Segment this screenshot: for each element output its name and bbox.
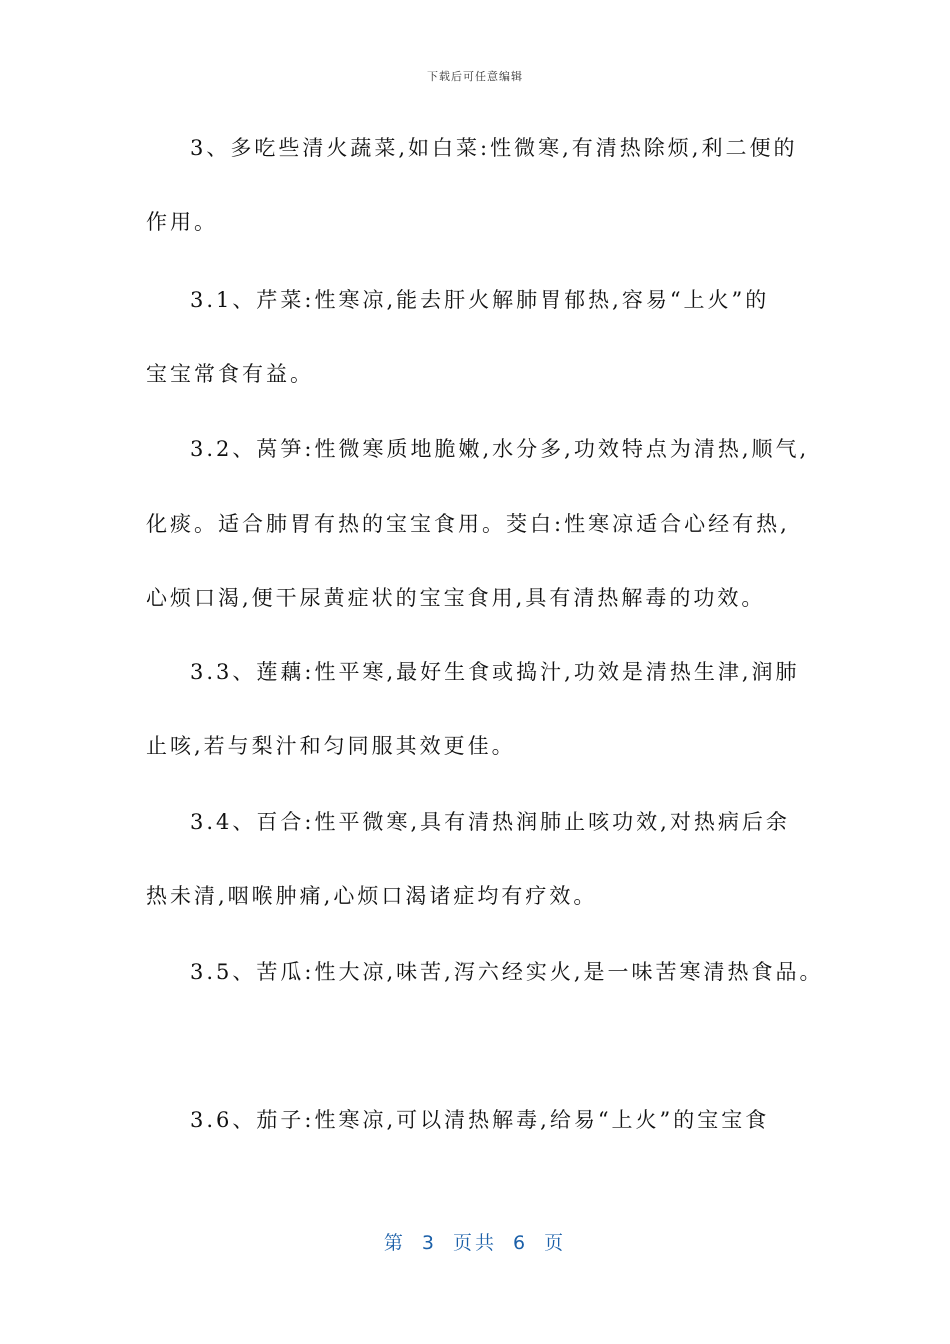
page-current: 3 bbox=[421, 1232, 437, 1254]
paragraph-line: 化痰。适合肺胃有热的宝宝食用。茭白:性寒凉适合心经有热, bbox=[146, 512, 790, 536]
paragraph-line: 宝宝常食有益。 bbox=[146, 362, 314, 386]
paragraph-line: 3.4、百合:性平微寒,具有清热润肺止咳功效,对热病后余 bbox=[190, 810, 790, 834]
page-number-footer bbox=[0, 1228, 950, 1255]
paragraph-line: 3、多吃些清火蔬菜,如白菜:性微寒,有清热除烦,利二便的 bbox=[190, 136, 798, 160]
paragraph-line: 3.2、莴笋:性微寒质地脆嫩,水分多,功效特点为清热,顺气, bbox=[190, 437, 810, 461]
paragraph-line: 作用。 bbox=[146, 210, 218, 234]
paragraph-line: 3.6、茄子:性寒凉,可以清热解毒,给易“上火”的宝宝食 bbox=[190, 1108, 770, 1132]
paragraph-line: 心烦口渴,便干尿黄症状的宝宝食用,具有清热解毒的功效。 bbox=[146, 586, 766, 610]
paragraph-line: 3.5、苦瓜:性大凉,味苦,泻六经实火,是一味苦寒清热食品。 bbox=[190, 960, 824, 984]
page-total: 6 bbox=[513, 1232, 529, 1254]
paragraph-line: 3.3、莲藕:性平寒,最好生食或捣汁,功效是清热生津,润肺 bbox=[190, 660, 800, 684]
page-label-mid: 页共 bbox=[452, 1232, 497, 1254]
paragraph-line: 热未清,咽喉肿痛,心烦口渴诸症均有疗效。 bbox=[146, 884, 598, 908]
header-note: 下载后可任意编辑 bbox=[427, 70, 523, 83]
page-label-prefix: 第 bbox=[383, 1232, 406, 1254]
paragraph-line: 3.1、芹菜:性寒凉,能去肝火解肺胃郁热,容易“上火”的 bbox=[190, 288, 770, 312]
page-label-suffix: 页 bbox=[544, 1232, 567, 1254]
paragraph-line: 止咳,若与梨汁和匀同服其效更佳。 bbox=[146, 734, 516, 758]
